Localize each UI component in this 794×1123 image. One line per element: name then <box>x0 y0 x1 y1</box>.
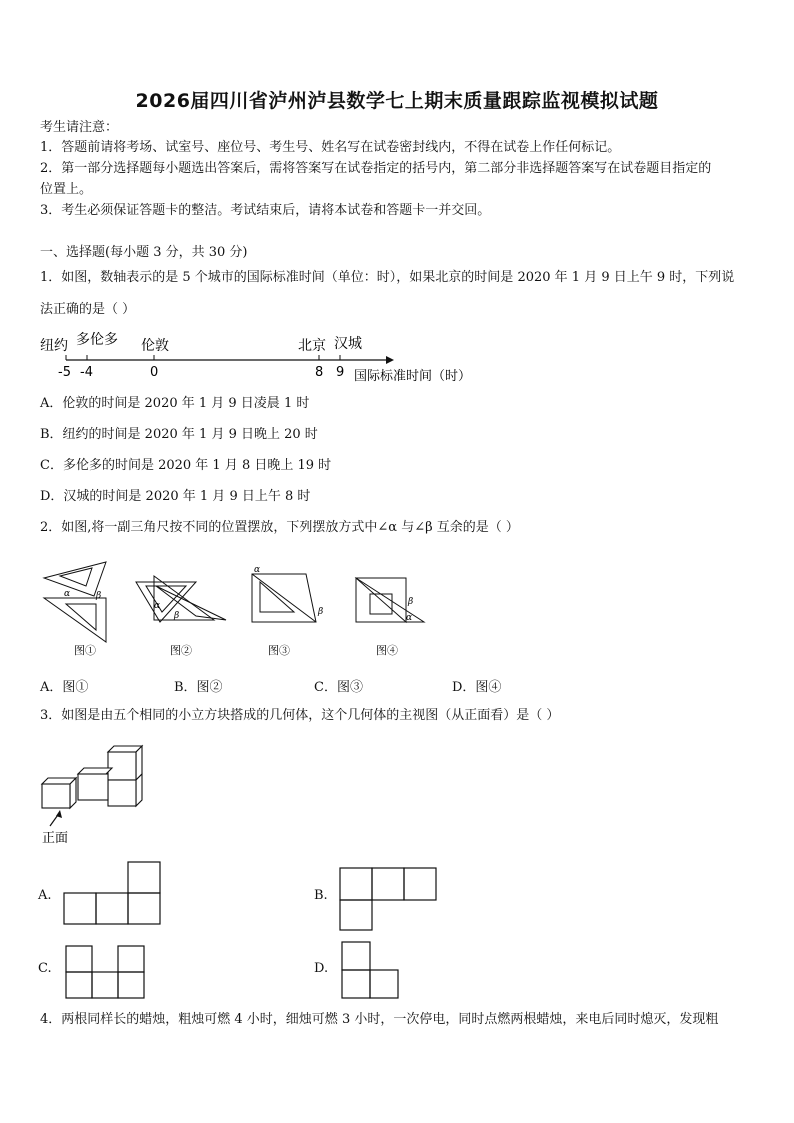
front-label: 正面 <box>42 831 69 846</box>
cube-figure <box>38 740 168 850</box>
question-2-text: 2．如图,将一副三角尺按不同的位置摆放，下列摆放方式中∠α 与∠β 互余的是（ ） <box>40 520 519 535</box>
tick-label: -5 <box>58 365 71 380</box>
angle-beta-label: β <box>318 607 324 617</box>
notice-item: 1．答题前请将考场、试室号、座位号、考生号、姓名写在试卷密封线内，不得在试卷上作任何标记。 <box>40 140 621 155</box>
page-title: 2026届四川省泸州泸县数学七上期末质量跟踪监视模拟试题 <box>135 90 659 112</box>
option-b-view <box>338 866 440 932</box>
city-label-seoul: 汉城 <box>334 336 362 352</box>
option-b: B．纽约的时间是 2020 年 1 月 9 日晚上 20 时 <box>40 427 318 442</box>
option-a-view <box>62 860 162 926</box>
option-b: B．图② <box>174 680 223 695</box>
tick-label: 0 <box>150 365 159 380</box>
option-a: A．伦敦的时间是 2020 年 1 月 9 日凌晨 1 时 <box>40 396 310 411</box>
option-d-letter: D. <box>314 961 329 976</box>
option-c-letter: C. <box>38 961 52 976</box>
figure-label-1: 图① <box>74 644 96 657</box>
option-d: D．图④ <box>452 680 502 695</box>
section-heading: 一、选择题(每小题 3 分，共 30 分) <box>40 245 248 260</box>
number-line-figure <box>36 330 496 390</box>
tick-label: 9 <box>336 365 345 380</box>
option-b-letter: B. <box>314 888 328 903</box>
question-1-text: 1．如图，数轴表示的是 5 个城市的国际标准时间（单位：时），如果北京的时间是 2020 年 1 月 9 日上午 9 时，下列说 <box>40 270 735 285</box>
figure-label-2: 图② <box>170 644 192 657</box>
question-3-text: 3．如图是由五个相同的小立方块搭成的几何体，这个几何体的主视图（从正面看）是（ ） <box>40 708 560 723</box>
figure-label-3: 图③ <box>268 644 290 657</box>
axis-label: 国际标准时间（时） <box>354 369 472 384</box>
angle-beta-label: β <box>174 611 180 621</box>
tick-label: -4 <box>80 365 93 380</box>
tick-label: 8 <box>315 365 324 380</box>
figure-label-4: 图④ <box>376 644 398 657</box>
city-label-london: 伦敦 <box>141 338 169 354</box>
option-d: D．汉城的时间是 2020 年 1 月 9 日上午 8 时 <box>40 489 311 504</box>
option-c-view <box>64 944 148 1000</box>
notice-item: 位置上。 <box>40 182 93 197</box>
city-label-toronto: 多伦多 <box>76 332 118 348</box>
angle-alpha-label: α <box>254 565 261 575</box>
angle-alpha-label: α <box>406 613 413 623</box>
notice-heading: 考生请注意： <box>40 120 119 135</box>
angle-alpha-label: α <box>154 601 161 611</box>
notice-item: 3．考生必须保证答题卡的整洁。考试结束后，请将本试卷和答题卡一并交回。 <box>40 203 491 218</box>
angle-beta-label: β <box>96 591 102 601</box>
question-4-text: 4．两根同样长的蜡烛，粗烛可燃 4 小时，细烛可燃 3 小时，一次停电，同时点燃两根蜡烛，来电后同时熄灭，发现粗 <box>40 1012 719 1027</box>
angle-beta-label: β <box>408 597 414 607</box>
option-a-letter: A. <box>38 888 52 903</box>
angle-alpha-label: α <box>64 589 71 599</box>
notice-item: 2．第一部分选择题每小题选出答案后，需将答案写在试卷指定的括号内，第二部分非选择题答案写在试卷题目指定的 <box>40 161 712 176</box>
option-d-view <box>340 940 400 1000</box>
triangle-figures <box>36 556 436 666</box>
option-c: C．多伦多的时间是 2020 年 1 月 8 日晚上 19 时 <box>40 458 332 473</box>
option-a: A．图① <box>40 680 89 695</box>
option-c: C．图③ <box>314 680 363 695</box>
question-1-text: 法正确的是（ ） <box>40 302 136 317</box>
city-label-new-york: 纽约 <box>40 338 68 354</box>
city-label-beijing: 北京 <box>298 338 326 354</box>
